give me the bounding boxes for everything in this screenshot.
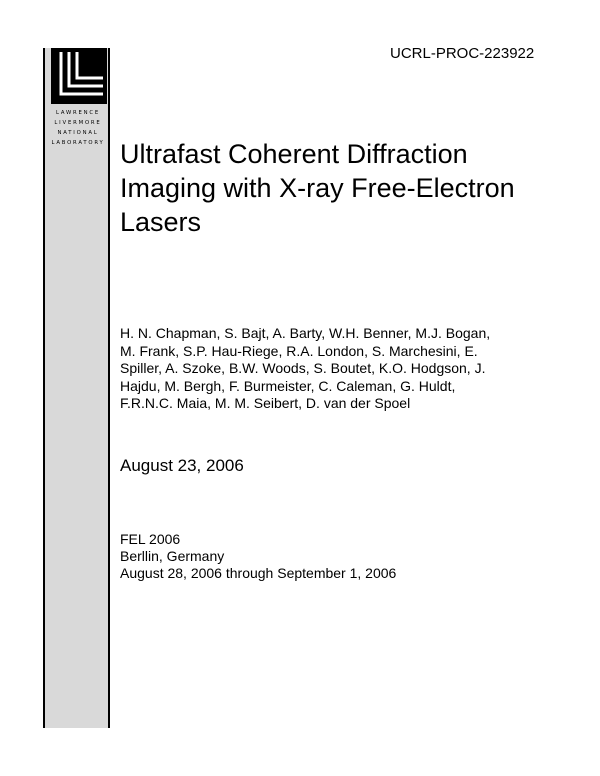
- conference-name: FEL 2006: [120, 531, 181, 547]
- author-line: Spiller, A. Szoke, B.W. Woods, S. Boutet, K.O. Hodgson, J.: [120, 360, 486, 376]
- author-line: H. N. Chapman, S. Bajt, A. Barty, W.H. Benner, M.J. Bogan,: [120, 325, 491, 341]
- title-line: Ultrafast Coherent Diffraction: [120, 139, 468, 169]
- conference-location: Berllin, Germany: [120, 548, 225, 564]
- logo-graphic: [51, 48, 107, 104]
- logo-text-line: NATIONAL: [57, 130, 99, 136]
- author-line: Hajdu, M. Bergh, F. Burmeister, C. Caleman, G. Huldt,: [120, 377, 456, 394]
- document-title: [120, 137, 580, 239]
- report-number: UCRL-PROC-223922: [390, 45, 535, 62]
- llnl-logo-icon: [51, 48, 107, 104]
- conference-dates: August 28, 2006 through September 1, 2006: [120, 565, 397, 581]
- author-line: F.R.N.C. Maia, M. M. Seibert, D. van der Spoel: [120, 395, 411, 411]
- author-line: M. Frank, S.P. Hau-Riege, R.A. London, S. Marchesini, E.: [120, 342, 478, 359]
- title-line: Lasers: [120, 207, 202, 237]
- logo-text-line: LAWRENCE: [55, 110, 101, 116]
- author-list: [120, 325, 590, 413]
- logo-text-line: LIVERMORE: [54, 120, 102, 126]
- sidebar-band: [43, 48, 110, 728]
- logo-text-line: LABORATORY: [51, 140, 105, 146]
- conference-info: [120, 531, 396, 582]
- publication-date: August 23, 2006: [120, 456, 244, 475]
- title-line: Imaging with X-ray Free-Electron: [120, 173, 515, 203]
